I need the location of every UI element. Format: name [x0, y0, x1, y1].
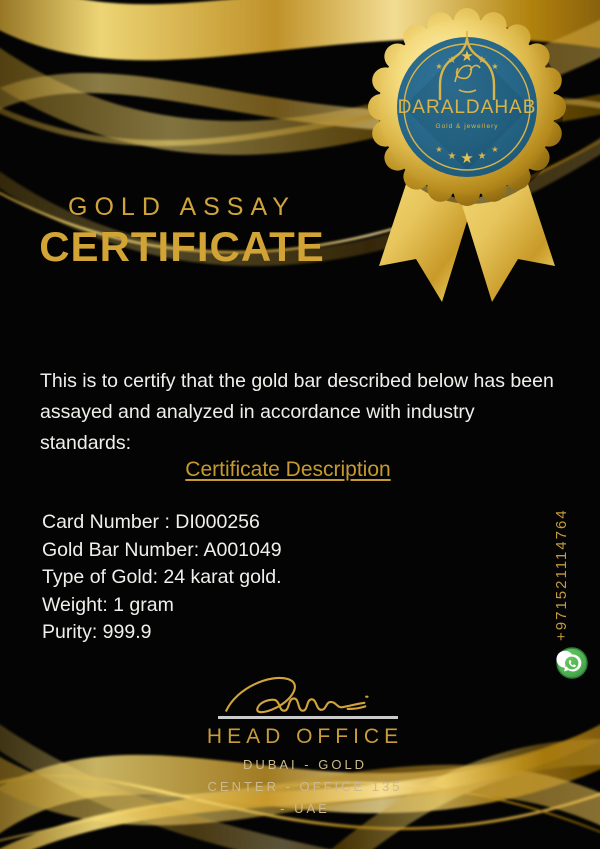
intro-text: This is to certify that the gold bar described below has been assayed and analyzed in accordance with industry standards:	[40, 370, 554, 454]
star-icon: ★	[435, 145, 443, 154]
star-icon: ★	[435, 62, 443, 71]
detail-line-card-number: Card Number : DI000256	[42, 511, 260, 533]
detail-line-gold-bar-number: Gold Bar Number: A001049	[42, 538, 282, 561]
star-icon: ★	[460, 47, 474, 65]
address-line-2: CENTER - OFFICE 135	[207, 779, 403, 794]
star-icon: ★	[491, 62, 499, 71]
signature-line	[218, 716, 398, 719]
detail-line-type-of-gold: Type of Gold: 24 karat gold.	[42, 566, 282, 588]
details-list	[42, 509, 282, 647]
star-icon: ★	[447, 151, 457, 162]
badge-brand-text: DARALDAHAB	[397, 97, 537, 118]
detail-line-purity: Purity: 999.9	[42, 621, 152, 643]
star-icon: ★	[477, 151, 487, 162]
footer-block	[150, 725, 460, 820]
title-block	[28, 193, 336, 271]
address-line-3: - UAE	[280, 801, 330, 816]
star-icon: ★	[491, 145, 499, 154]
phone-number-vertical: +971521114764	[553, 508, 570, 642]
section-heading: Certificate Description	[185, 458, 391, 481]
head-office-address	[150, 754, 460, 820]
certificate-title: CERTIFICATE	[39, 223, 325, 270]
certificate-subtitle: GOLD ASSAY	[68, 193, 296, 221]
badge-tagline-text: Gold & jewellery	[435, 123, 499, 130]
address-line-1: DUBAI - GOLD	[242, 757, 368, 772]
signature	[219, 672, 369, 716]
whatsapp-icon	[556, 647, 588, 679]
star-icon: ★	[477, 55, 487, 66]
star-icon: ★	[447, 55, 457, 66]
star-icon: ★	[460, 149, 474, 167]
head-office-title: HEAD OFFICE	[206, 725, 404, 748]
award-badge	[352, 0, 582, 320]
detail-line-weight: Weight: 1 gram	[42, 593, 174, 616]
